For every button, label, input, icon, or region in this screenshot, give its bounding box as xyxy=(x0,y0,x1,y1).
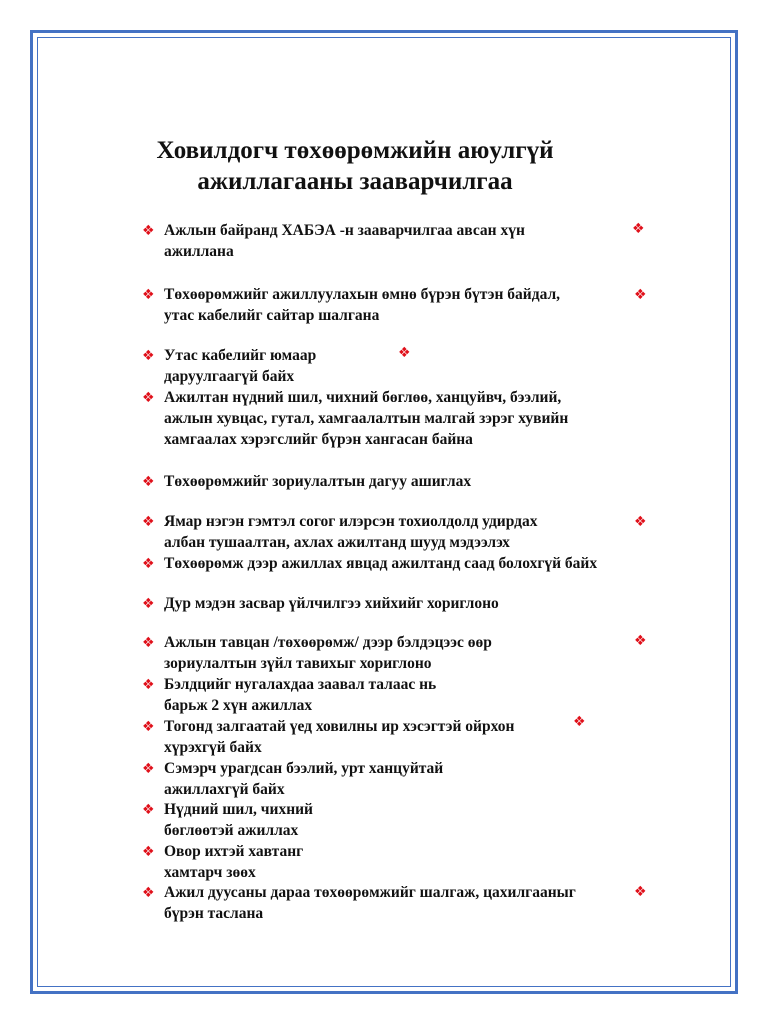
item-text-line: Төхөөрөмжийг ажиллуулахын өмнө бүрэн бүтэн байдал, xyxy=(164,286,561,303)
bullet-icon: ❖ xyxy=(142,287,155,303)
instruction-item-4 xyxy=(142,387,568,450)
instruction-item-13 xyxy=(142,799,313,841)
instruction-item-3 xyxy=(142,345,316,387)
stray-bullet-icon: ❖ xyxy=(632,221,645,237)
item-text-line: Овор ихтэй хавтанг xyxy=(164,843,304,860)
bullet-icon: ❖ xyxy=(142,885,155,901)
instruction-item-11 xyxy=(142,716,514,758)
item-text-line: Ажил дуусаны дараа төхөөрөмжийг шалгаж, цахилгааныг xyxy=(164,884,576,901)
item-text-line: Утас кабелийг юмаар xyxy=(164,347,317,364)
bullet-icon: ❖ xyxy=(142,474,155,490)
item-text-line: Сэмэрч урагдсан бээлий, урт ханцуйтай xyxy=(164,760,444,777)
item-text-line: ажиллана xyxy=(164,243,234,260)
item-text-line: Ажлын байранд ХАБЭА -н зааварчилгаа авсан хүн xyxy=(164,222,525,239)
item-text-line: Төхөөрөмж дээр ажиллах явцад ажилтанд саад болохгүй байх xyxy=(164,555,598,572)
item-text-line: Төхөөрөмжийг зориулалтын дагуу ашиглах xyxy=(164,473,472,490)
instruction-item-12 xyxy=(142,758,443,800)
bullet-icon: ❖ xyxy=(142,677,155,693)
item-text-line: Ямар нэгэн гэмтэл согог илэрсэн тохиолдолд удирдах xyxy=(164,513,538,530)
bullet-icon: ❖ xyxy=(142,596,155,612)
item-text-line: Бэлдцийг нугалахдаа заавал талаас нь xyxy=(164,676,437,693)
instruction-item-7 xyxy=(142,553,597,575)
item-text-line: хамтарч зөөх xyxy=(164,864,256,881)
instruction-item-6 xyxy=(142,511,537,553)
item-text-line: Тогонд залгаатай үед ховилны ир хэсэгтэй ойрхон xyxy=(164,718,515,735)
instruction-item-10 xyxy=(142,674,436,716)
bullet-icon: ❖ xyxy=(142,348,155,364)
instruction-item-5 xyxy=(142,471,471,493)
title-line-2: ажиллагааны зааварчилгаа xyxy=(197,168,513,195)
item-text-line: Дур мэдэн засвар үйлчилгээ хийхийг хориглоно xyxy=(164,595,499,612)
item-text-line: зориулалтын зүйл тавихыг хориглоно xyxy=(164,655,432,672)
bullet-icon: ❖ xyxy=(142,390,155,406)
instruction-item-1 xyxy=(142,220,525,262)
instruction-item-14 xyxy=(142,841,303,883)
item-text-line: барьж 2 хүн ажиллах xyxy=(164,697,313,714)
item-text-line: Нүдний шил, чихний xyxy=(164,801,313,818)
stray-bullet-icon: ❖ xyxy=(634,633,647,649)
stray-bullet-icon: ❖ xyxy=(398,345,411,361)
item-text-line: даруулгаагүй байх xyxy=(164,368,295,385)
item-text-line: Ажлын тавцан /төхөөрөмж/ дээр бэлдэцээс өөр xyxy=(164,634,492,651)
stray-bullet-icon: ❖ xyxy=(634,884,647,900)
instruction-item-9 xyxy=(142,632,492,674)
stray-bullet-icon: ❖ xyxy=(634,514,647,530)
bullet-icon: ❖ xyxy=(142,556,155,572)
item-text-line: ажиллахгүй байх xyxy=(164,781,285,798)
bullet-icon: ❖ xyxy=(142,761,155,777)
bullet-icon: ❖ xyxy=(142,802,155,818)
bullet-icon: ❖ xyxy=(142,844,155,860)
item-text-line: Ажилтан нүдний шил, чихний бөглөө, ханцуйвч, бээлий, xyxy=(164,389,562,406)
item-text-line: бөглөөтэй ажиллах xyxy=(164,822,299,839)
stray-bullet-icon: ❖ xyxy=(634,287,647,303)
document-title xyxy=(100,135,610,197)
bullet-icon: ❖ xyxy=(142,719,155,735)
bullet-icon: ❖ xyxy=(142,223,155,239)
bullet-icon: ❖ xyxy=(142,635,155,651)
title-line-1: Ховилдогч төхөөрөмжийн аюулгүй xyxy=(156,137,554,164)
instruction-item-8 xyxy=(142,593,499,615)
item-text-line: албан тушаалтан, ахлах ажилтанд шууд мэдээлэх xyxy=(164,534,510,551)
item-text-line: бүрэн таслана xyxy=(164,905,264,922)
stray-bullet-icon: ❖ xyxy=(573,714,586,730)
bullet-icon: ❖ xyxy=(142,514,155,530)
item-text-line: ажлын хувцас, гутал, хамгаалалтын малгай зэрэг хувийн xyxy=(164,410,569,427)
item-text-line: хамгаалах хэрэгслийг бүрэн хангасан байна xyxy=(164,431,473,448)
instruction-item-15 xyxy=(142,882,576,924)
instruction-item-2 xyxy=(142,284,560,326)
item-text-line: утас кабелийг сайтар шалгана xyxy=(164,307,380,324)
item-text-line: хүрэхгүй байх xyxy=(164,739,262,756)
